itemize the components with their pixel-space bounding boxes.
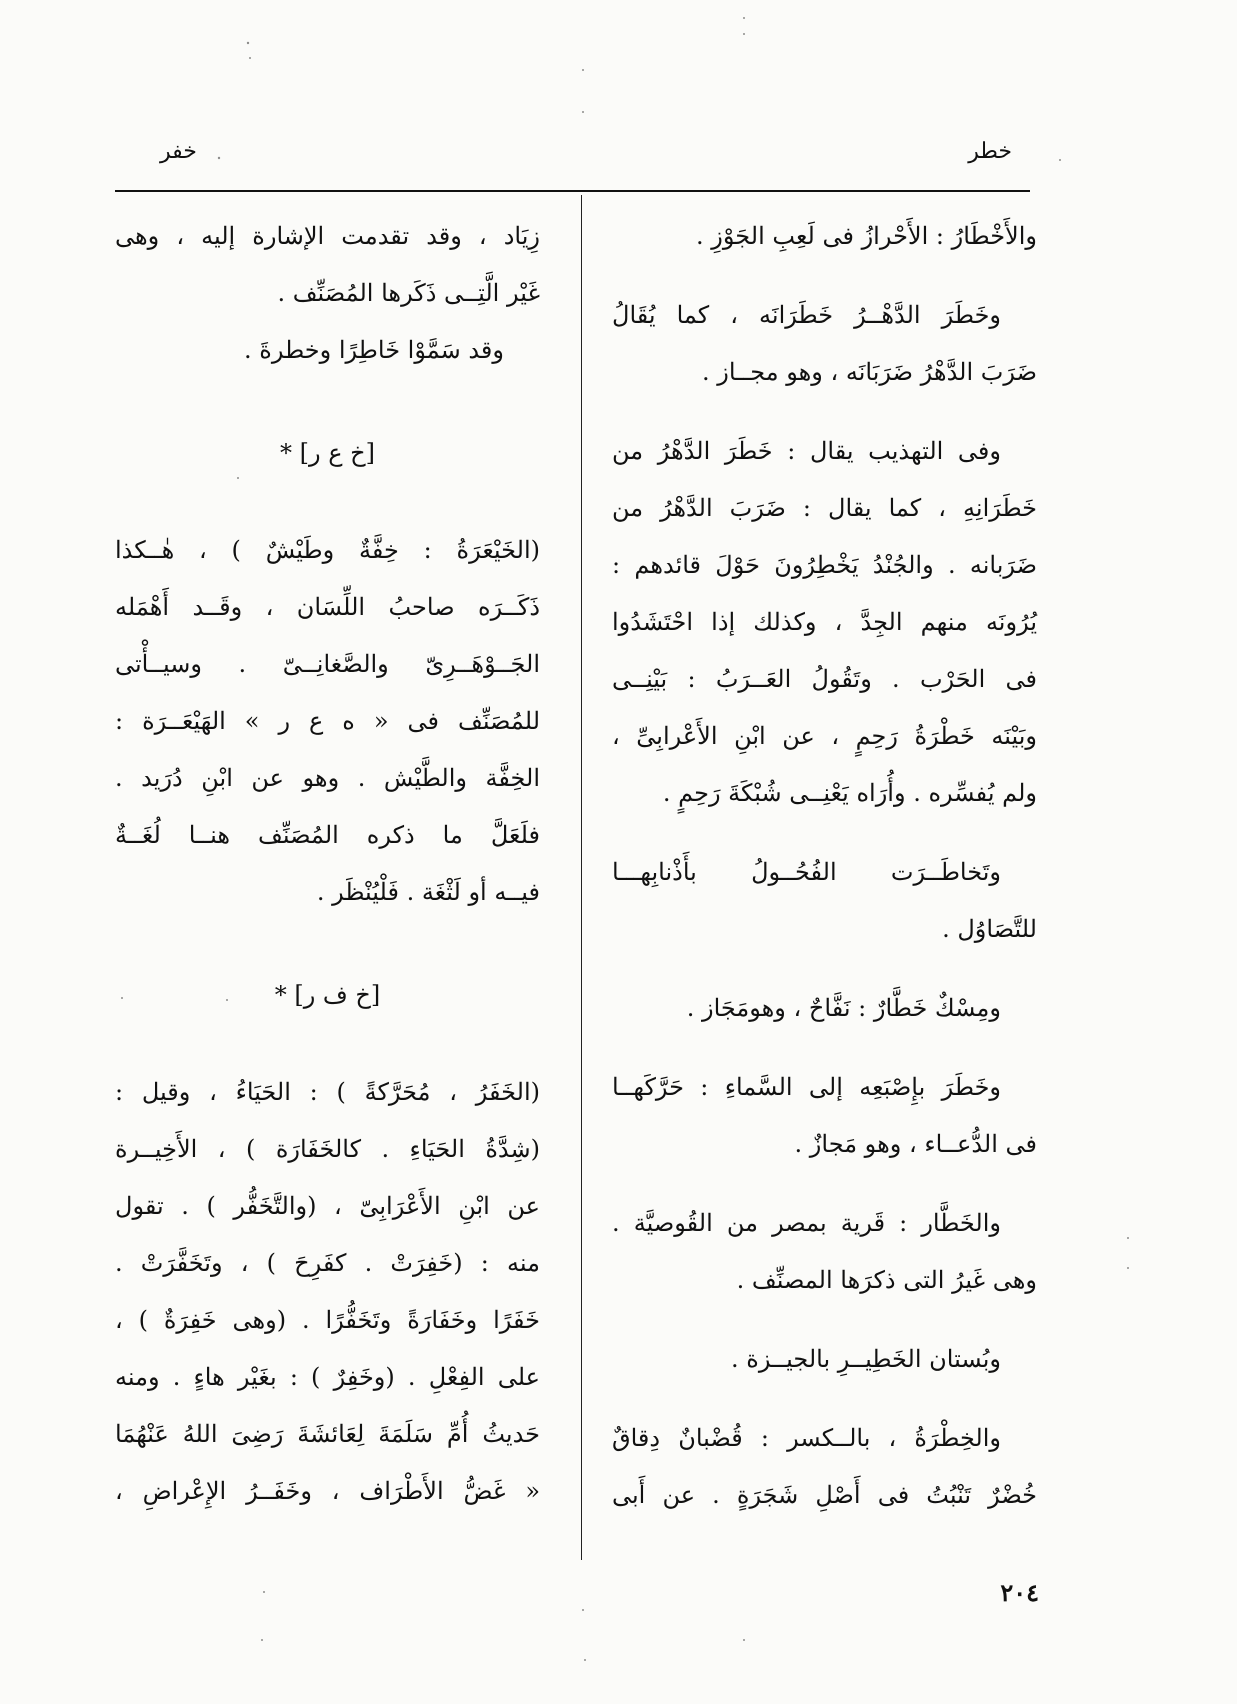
entry-alkhitra (612, 1410, 1037, 1524)
text-line: زِيَاد ، وقد تقدمت الإشارة إليه ، وهى (115, 222, 540, 250)
entry-sammaw (115, 322, 540, 379)
text-line: حَديثُ أُمِّ سَلَمَةَ لِعَائشَةَ رَضِىَ اللهُ عَنْهُمَا (115, 1420, 540, 1448)
left-column (115, 208, 540, 1520)
text-line: وبُستان الخَطِيــرِ بالجيــزة . (731, 1345, 1001, 1373)
text-line: وخَطَرَ الدَّهْــرُ خَطَرَانَه ، كما يُقَالُ (612, 301, 1001, 329)
running-head-right: خطر (968, 139, 1012, 164)
text-line: « غَضُّ الأَطْرَاف ، وخَفَــرُ الإِعْراضِ ، (115, 1477, 540, 1505)
text-line: والأَخْطَارُ : الأَحْرازُ فى لَعِبِ الجَوْزِ . (696, 222, 1037, 250)
text-line: (شِدَّةُ الحَيَاءِ . كالخَفَارَة ) ، الأَخِيــرة (115, 1135, 540, 1163)
text-line: الخِفَّة والطَّيْش . وهو عن ابْنِ دُرَيد . (115, 764, 540, 792)
text-line: وبَيْنَه خَطْرَةُ رَحِمٍ ، عن ابْنِ الأَعْرابِىِّ ، (612, 722, 1037, 750)
text-line: فلَعَلَّ ما ذكره المُصَنِّف هنــا لُغَــةٌ (115, 821, 540, 849)
text-line: فيــه أو لَثْغَة . فَلْيُنْظَر . (316, 878, 540, 906)
text-line: وخَطَرَ بإِصْبَعِه إلى السَّماءِ : حَرَّكَهــا (612, 1073, 1001, 1101)
entry-continuation (115, 208, 540, 322)
text-line: خَفَرًا وخَفَارَةً وتَخَفُّرًا . (وهى خَفِرَةٌ ) ، (115, 1306, 540, 1334)
text-line: ذَكَــرَه صاحبُ اللِّسَان ، وقَــد أَهْمَله (115, 593, 540, 621)
text-line: فى الدُّعــاء ، وهو مَجازٌ . (794, 1130, 1037, 1158)
text-line: فى الحَرْب . وتَقُولُ العَــرَبُ : بَيْنِــى (612, 665, 1037, 693)
text-line: (الخَيْعَرَةُ : خِفَّةٌ وطَيْشٌ ) ، هٰــكذا (115, 536, 540, 564)
entry-khayara (115, 522, 540, 921)
text-line: وقد سَمَّوْا خَاطِرًا وخطرةَ . (244, 336, 504, 364)
text-line: الجَــوْهَــرِىّ والصَّغانِــىّ . وسيــأْتى (115, 650, 540, 678)
entry-bustan (612, 1331, 1037, 1388)
entry-khatara-aldahr (612, 287, 1037, 401)
text-line: للتَّصَاوُل . (942, 915, 1037, 943)
text-line: غَيْر الَّتِــى ذَكَرها المُصَنِّف . (277, 279, 540, 307)
root-heading-kh-f-r: [خ ف ر] * (274, 981, 381, 1009)
text-line: ضَرَبانه . والجُنْدُ يَخْطِرُونَ حَوْلَ قائدهم : (612, 551, 1037, 579)
entry-takhatarat (612, 844, 1037, 958)
root-heading-kh-ayn-r: [خ ع ر] * (279, 439, 375, 467)
text-line: وتَخاطَــرَت الفُحُــولُ بأَذْنابِهـــا (612, 858, 1001, 886)
text-line: خَطَرَانِهِ ، كما يقال : ضَرَبَ الدَّهْرُ من (612, 494, 1037, 522)
running-head-left: خفر (160, 139, 197, 164)
text-line: والخَطَّار : قَرية بمصر من القُوصيَّة . (612, 1209, 1001, 1237)
text-line: ضَرَبَ الدَّهْرُ ضَرَبَانَه ، وهو مجــاز . (702, 358, 1037, 386)
text-line: ومِسْكٌ خَطَّارٌ : نَفَّاحٌ ، وهومَجَاز . (686, 994, 1001, 1022)
entry-akhtar (612, 208, 1037, 265)
text-line: ولم يُفسِّره . وأُرَاه يَعْنِــى شُبْكَةَ رَحِمٍ . (662, 779, 1037, 807)
entry-khafar (115, 1064, 540, 1520)
entry-isbaih (612, 1059, 1037, 1173)
right-column (612, 208, 1037, 1546)
text-line: خُضْرٌ تَنْبُتُ فى أَصْلِ شَجَرَةٍ . عن أَبى (612, 1481, 1037, 1509)
text-line: يُرُونَه منهم الجِدَّ ، وكذلك إذا احْتَشَدُوا (612, 608, 1037, 636)
text-line: عن ابْنِ الأَعْرَابِىّ ، (والتَّخَفُّر ) . تقول (115, 1192, 540, 1220)
page-number: ٢٠٤ (1000, 1578, 1039, 1607)
text-line: وهى غَيرُ التى ذكرَها المصنِّف . (736, 1266, 1037, 1294)
entry-tahdhib (612, 423, 1037, 822)
entry-misk-khattar (612, 980, 1037, 1037)
header-rule (115, 190, 1030, 192)
text-line: للمُصَنِّف فى « ه ع ر » الهَيْعَــرَة : (115, 707, 540, 735)
column-divider (581, 195, 582, 1560)
entry-alkhattar-village (612, 1195, 1037, 1309)
text-line: منه : (خَفِرَتْ . كفَرِحَ ) ، وتَخَفَّرَتْ . (115, 1249, 540, 1277)
text-line: وفى التهذيب يقال : خَطَرَ الدَّهْرُ من (612, 437, 1001, 465)
text-line: على الفِعْلِ . (وخَفِرٌ ) : بغَيْر هاءٍ . ومنه (115, 1363, 540, 1391)
text-line: (الخَفَرُ ، مُحَرَّكةً ) : الحَيَاءُ ، وقيل : (115, 1078, 540, 1106)
text-line: والخِطْرَةُ ، بالــكسر : قُضْبانٌ دِقاقٌ (612, 1424, 1001, 1452)
